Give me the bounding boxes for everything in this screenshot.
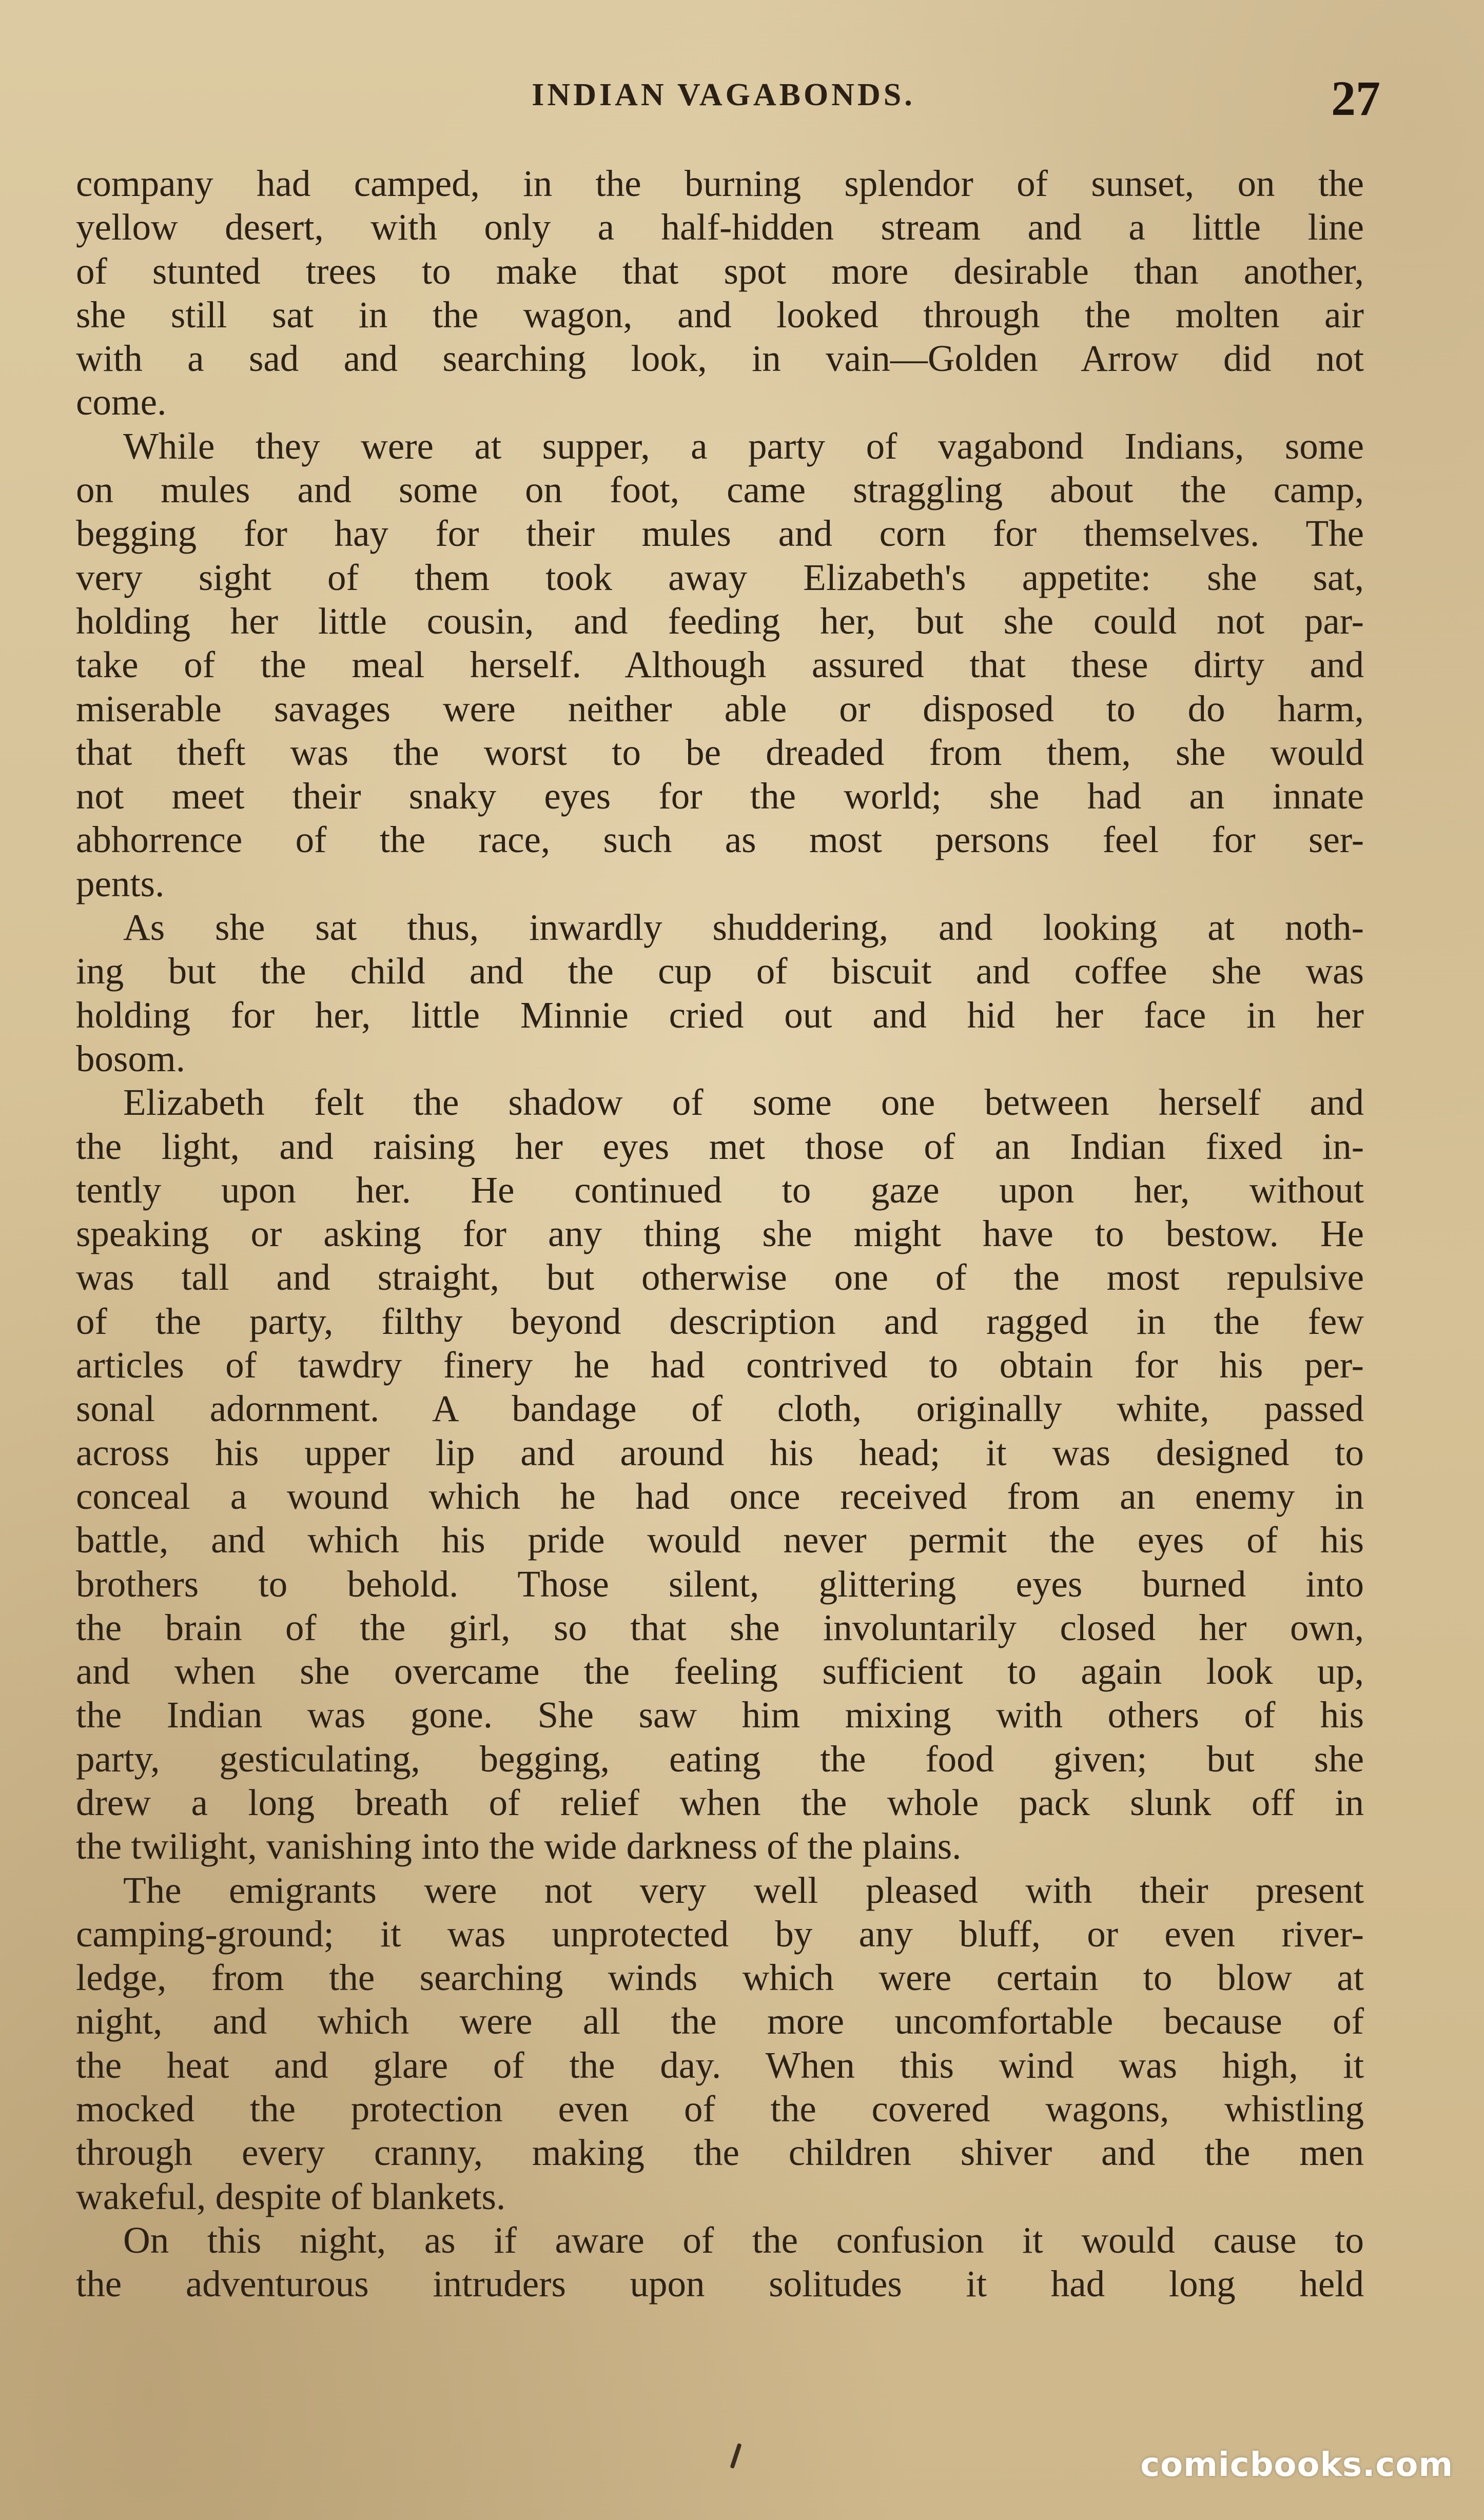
text-line: speaking or asking for any thing she might have to bestow. He [76, 1213, 1364, 1255]
text-line: sonal adornment. A bandage of cloth, originally white, passed [76, 1388, 1364, 1430]
text-line: company had camped, in the burning splendor of sunset, on the [76, 163, 1364, 204]
text-line: begging for hay for their mules and corn for themselves. The [76, 513, 1364, 555]
text-line: abhorrence of the race, such as most persons feel for ser- [76, 819, 1364, 861]
text-line: drew a long breath of relief when the whole pack slunk off in [76, 1781, 1364, 1823]
text-line: come. [76, 381, 167, 423]
text-line: and when she overcame the feeling sufficient to again look up, [76, 1650, 1364, 1692]
text-line: battle, and which his pride would never permit the eyes of his [76, 1519, 1364, 1561]
text-line: the light, and raising her eyes met those of an Indian fixed in- [76, 1125, 1364, 1167]
body-text [76, 162, 1364, 2306]
text-line: through every cranny, making the children shiver and the men [76, 2132, 1364, 2174]
text-line: pents. [76, 862, 165, 904]
text-line: take of the meal herself. Although assured that these dirty and [76, 644, 1364, 686]
watermark: comicbooks.com [1140, 2446, 1453, 2484]
text-line: brothers to behold. Those silent, glittering eyes burned into [76, 1563, 1364, 1605]
text-line: While they were at supper, a party of vagabond Indians, some [123, 425, 1364, 467]
text-line: bosom. [76, 1037, 185, 1079]
text-line: of stunted trees to make that spot more desirable than another, [76, 250, 1364, 292]
text-line: across his upper lip and around his head; it was designed to [76, 1431, 1364, 1473]
text-line: tently upon her. He continued to gaze upon her, without [76, 1169, 1364, 1211]
page-header [77, 71, 1380, 128]
ink-mark [730, 2443, 741, 2469]
text-line: not meet their snaky eyes for the world; she had an innate [76, 775, 1364, 817]
running-head: INDIAN VAGABONDS. [532, 77, 915, 112]
text-line: on mules and some on foot, came straggling about the camp, [76, 469, 1364, 511]
text-line: The emigrants were not very well pleased with their present [123, 1869, 1364, 1911]
text-line: she still sat in the wagon, and looked through the molten air [76, 293, 1364, 336]
text-line: yellow desert, with only a half-hidden stream and a little line [76, 206, 1364, 248]
text-line: articles of tawdry finery he had contrived to obtain for his per- [76, 1344, 1364, 1386]
text-line: with a sad and searching look, in vain—Golden Arrow did not [76, 338, 1364, 380]
page-number: 27 [1331, 71, 1380, 126]
text-line: the adventurous intruders upon solitudes it had long held [76, 2263, 1364, 2305]
text-line: the Indian was gone. She saw him mixing with others of his [76, 1694, 1364, 1736]
text-line: conceal a wound which he had once received from an enemy in [76, 1475, 1364, 1517]
text-line: holding her little cousin, and feeding her, but she could not par- [76, 600, 1364, 642]
text-line: camping-ground; it was unprotected by any bluff, or even river- [76, 1913, 1364, 1955]
text-line: the heat and glare of the day. When this wind was high, it [76, 2044, 1364, 2086]
text-line: ledge, from the searching winds which were certain to blow at [76, 1957, 1364, 1999]
text-line: wakeful, despite of blankets. [76, 2175, 506, 2217]
text-line: As she sat thus, inwardly shuddering, and looking at noth- [123, 907, 1364, 949]
text-line: Elizabeth felt the shadow of some one between herself and [123, 1081, 1364, 1124]
text-line: mocked the protection even of the covered wagons, whistling [76, 2088, 1364, 2130]
text-line: night, and which were all the more uncomfortable because of [76, 2000, 1364, 2042]
text-line: miserable savages were neither able or disposed to do harm, [76, 687, 1364, 730]
text-line: was tall and straight, but otherwise one of the most repulsive [76, 1256, 1364, 1298]
text-line: ing but the child and the cup of biscuit and coffee she was [76, 950, 1364, 992]
text-line: the brain of the girl, so that she involuntarily closed her own, [76, 1606, 1364, 1648]
text-line: party, gesticulating, begging, eating the food given; but she [76, 1738, 1364, 1780]
text-line: of the party, filthy beyond description and ragged in the few [76, 1300, 1364, 1342]
text-line: On this night, as if aware of the confusion it would cause to [123, 2219, 1364, 2261]
text-line: that theft was the worst to be dreaded from them, she would [76, 731, 1364, 773]
text-line: the twilight, vanishing into the wide darkness of the plains. [76, 1825, 962, 1867]
text-line: very sight of them took away Elizabeth's appetite: she sat, [76, 556, 1364, 598]
text-line: holding for her, little Minnie cried out and hid her face in her [76, 994, 1364, 1036]
